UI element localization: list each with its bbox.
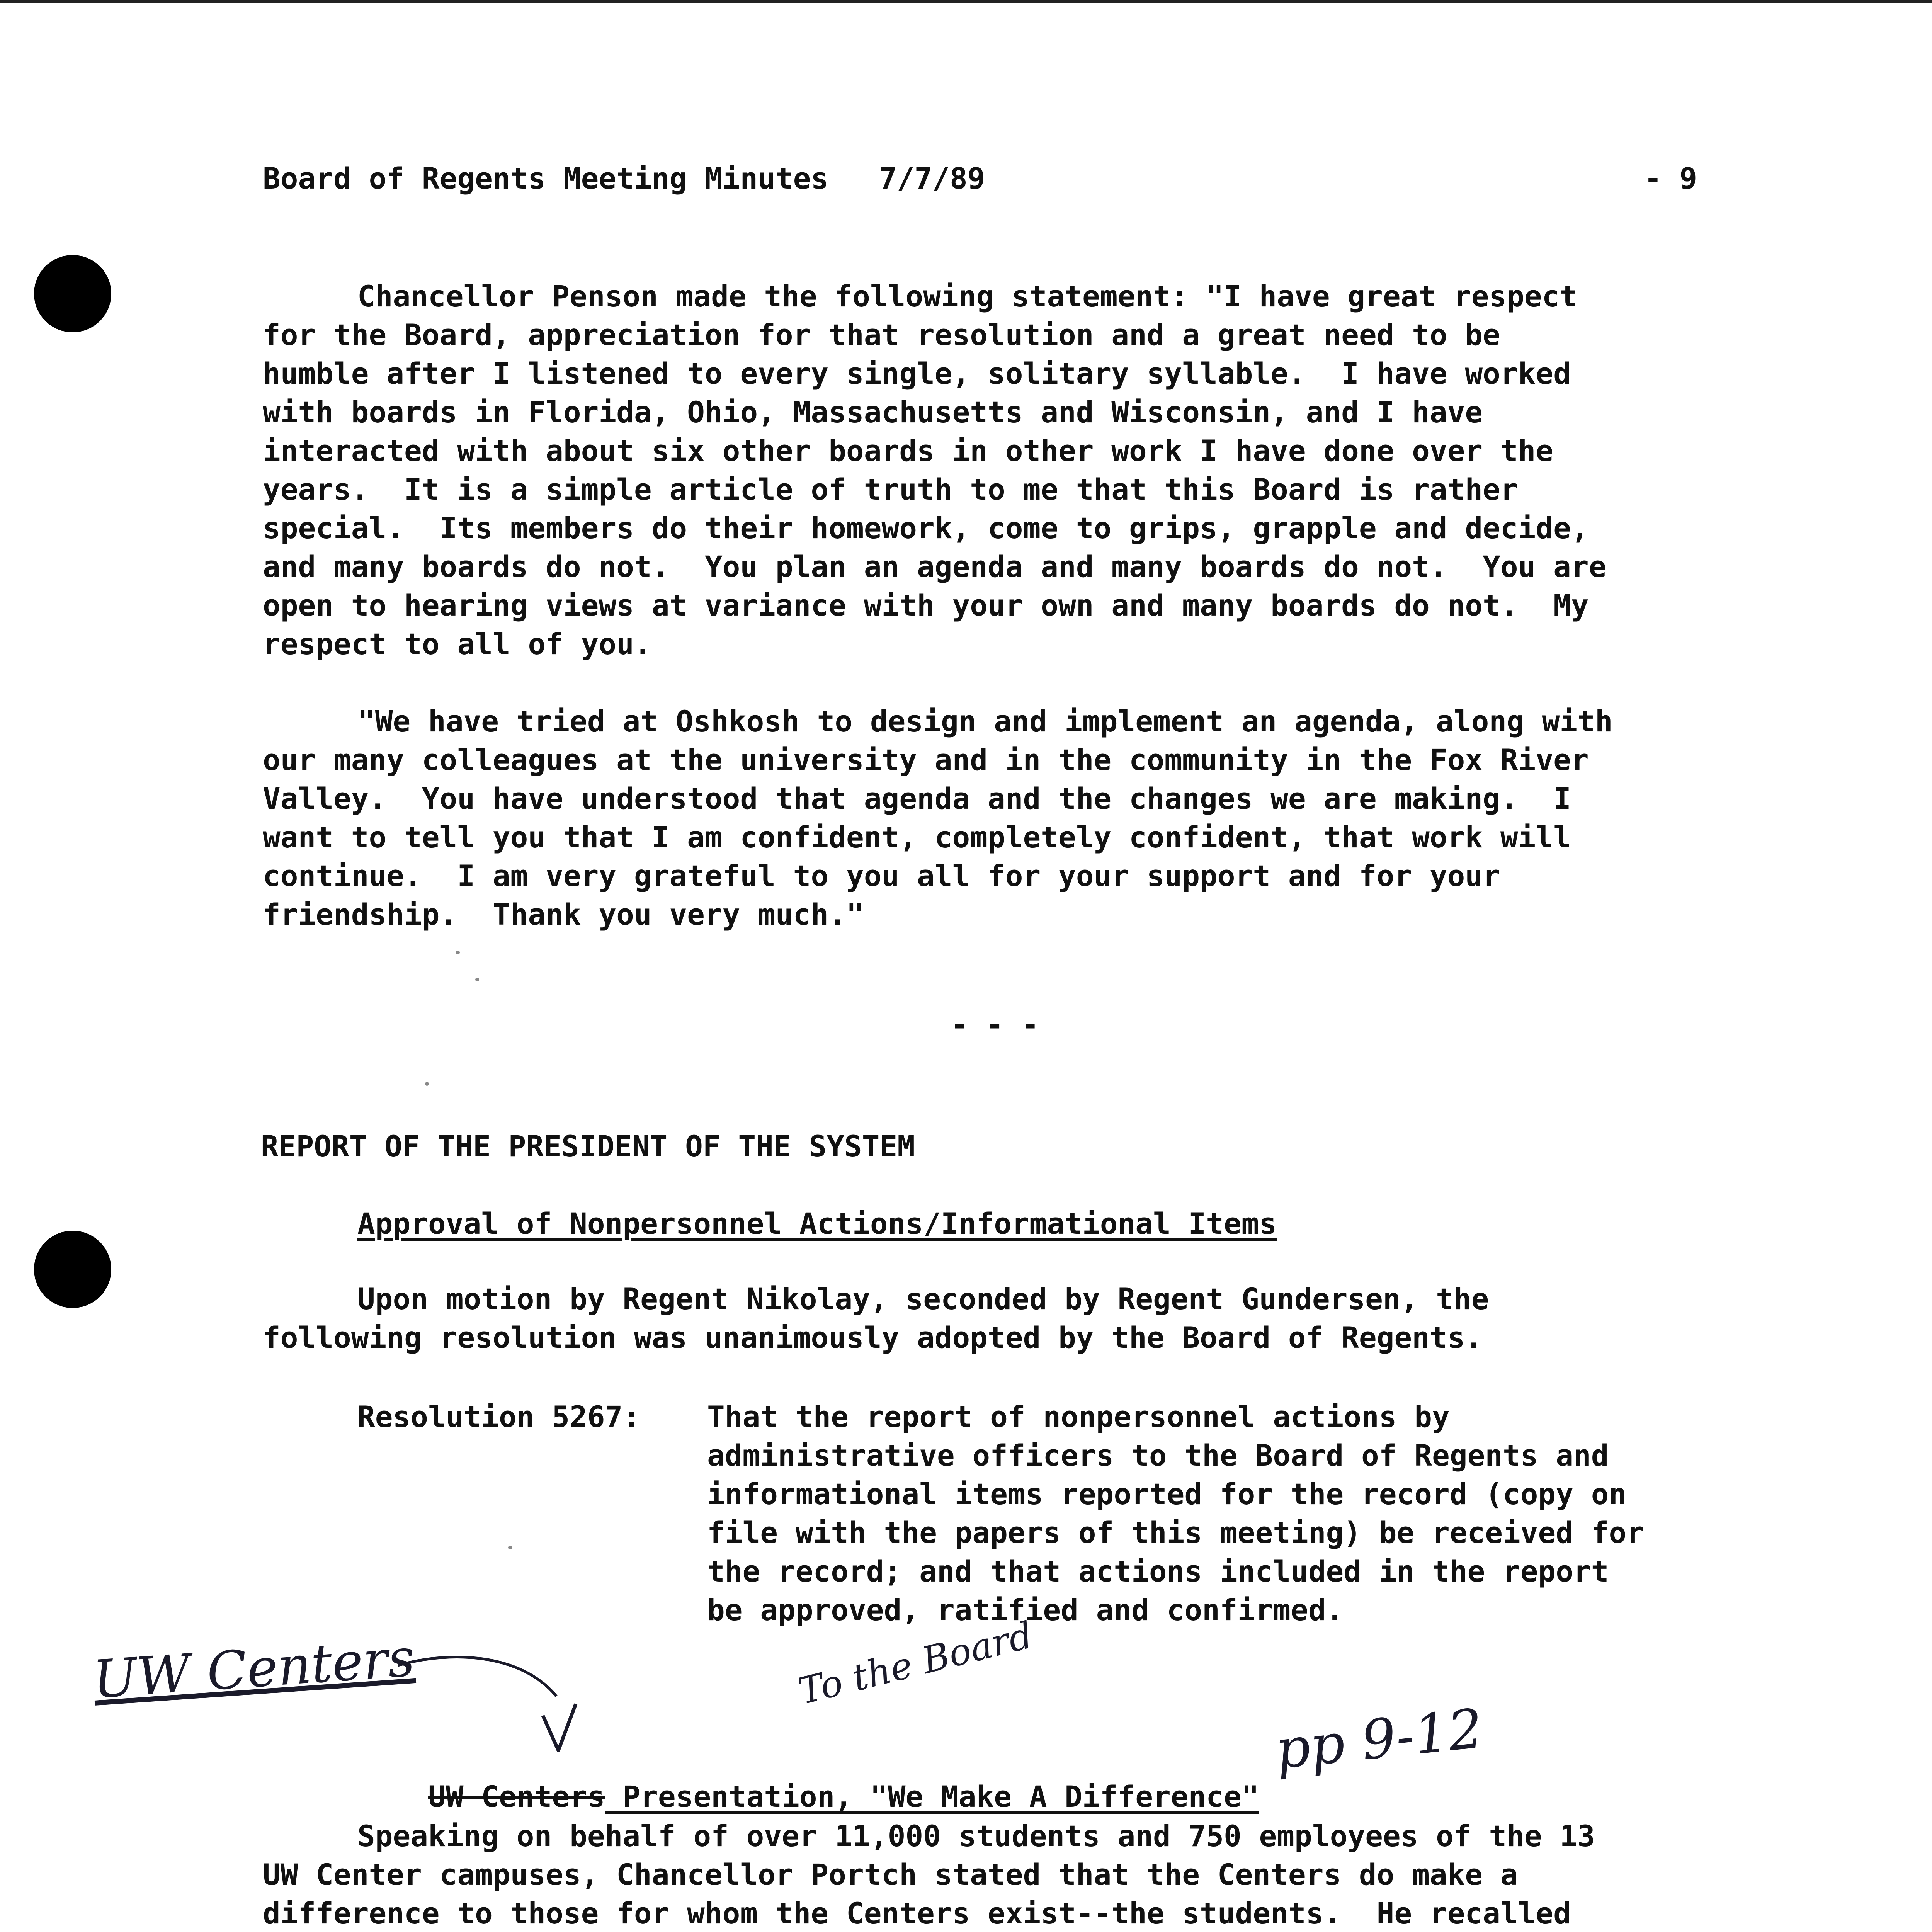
top-border [0, 0, 1932, 3]
header-date: 7/7/89 [879, 161, 985, 196]
statement-line: Valley. You have understood that agenda and the changes we are making. I [263, 781, 1571, 816]
statement-line: and many boards do not. You plan an agenda and many boards do not. You are [263, 549, 1607, 584]
page-number: - 9 [1644, 161, 1697, 196]
resolution-line: file with the papers of this meeting) be received for [707, 1515, 1645, 1550]
statement-line: years. It is a simple article of truth to me that this Board is rather [263, 472, 1518, 507]
portch-line: UW Center campuses, Chancellor Portch stated that the Centers do make a [263, 1857, 1518, 1892]
statement-line: friendship. Thank you very much." [263, 897, 864, 932]
statement-line: our many colleagues at the university and in the community in the Fox River [263, 743, 1589, 777]
presentation-title: Presentation, "We Make A Difference" [605, 1779, 1259, 1814]
statement-line: with boards in Florida, Ohio, Massachusetts and Wisconsin, and I have [263, 395, 1483, 429]
statement-line: open to hearing views at variance with your own and many boards do not. My [263, 588, 1589, 622]
punch-hole-top [34, 255, 111, 332]
portch-line: Speaking on behalf of over 11,000 students and 750 employees of the 13 [357, 1819, 1595, 1853]
section-heading: REPORT OF THE PRESIDENT OF THE SYSTEM [261, 1129, 915, 1163]
scan-speck [456, 951, 460, 954]
motion-line: Upon motion by Regent Nikolay, seconded by Regent Gundersen, the [357, 1282, 1489, 1316]
statement-line: "We have tried at Oshkosh to design and implement an agenda, along with [357, 704, 1613, 738]
margin-note: UW Centers [91, 1627, 417, 1710]
statement-line: special. Its members do their homework, come to grips, grapple and decide, [263, 511, 1589, 545]
header-title: Board of Regents Meeting Minutes [263, 161, 829, 196]
subheading: Approval of Nonpersonnel Actions/Informational Items [357, 1206, 1277, 1241]
struck-text: UW Centers [428, 1779, 605, 1814]
insert-note: To the Board [794, 1614, 1037, 1713]
resolution-line: the record; and that actions included in the report [707, 1554, 1609, 1588]
resolution-line: informational items reported for the record (copy on [707, 1477, 1627, 1511]
statement-line: Chancellor Penson made the following statement: "I have great respect [357, 279, 1578, 313]
portch-line: difference to those for whom the Centers exist--the students. He recalled [263, 1896, 1571, 1930]
statement-line: humble after I listened to every single, solitary syllable. I have worked [263, 356, 1571, 391]
resolution-line: be approved, ratified and confirmed. [707, 1593, 1344, 1627]
statement-line: continue. I am very grateful to you all for your support and for your [263, 859, 1500, 893]
section-separator: - - - [951, 1007, 1039, 1042]
statement-line: interacted with about six other boards in other work I have done over the [263, 434, 1554, 468]
resolution-line: That the report of nonpersonnel actions by [707, 1400, 1450, 1434]
punch-hole-middle [34, 1231, 111, 1308]
scan-speck [475, 978, 479, 981]
scan-speck [425, 1082, 429, 1086]
statement-line: for the Board, appreciation for that resolution and a great need to be [263, 318, 1500, 352]
motion-line: following resolution was unanimously adopted by the Board of Regents. [263, 1320, 1483, 1355]
statement-line: want to tell you that I am confident, completely confident, that work will [263, 820, 1571, 854]
pages-note: pp 9-12 [1272, 1697, 1486, 1782]
scan-speck [508, 1546, 512, 1549]
resolution-line: administrative officers to the Board of Regents and [707, 1438, 1609, 1473]
resolution-label: Resolution 5267: [357, 1400, 641, 1434]
statement-line: respect to all of you. [263, 627, 652, 661]
